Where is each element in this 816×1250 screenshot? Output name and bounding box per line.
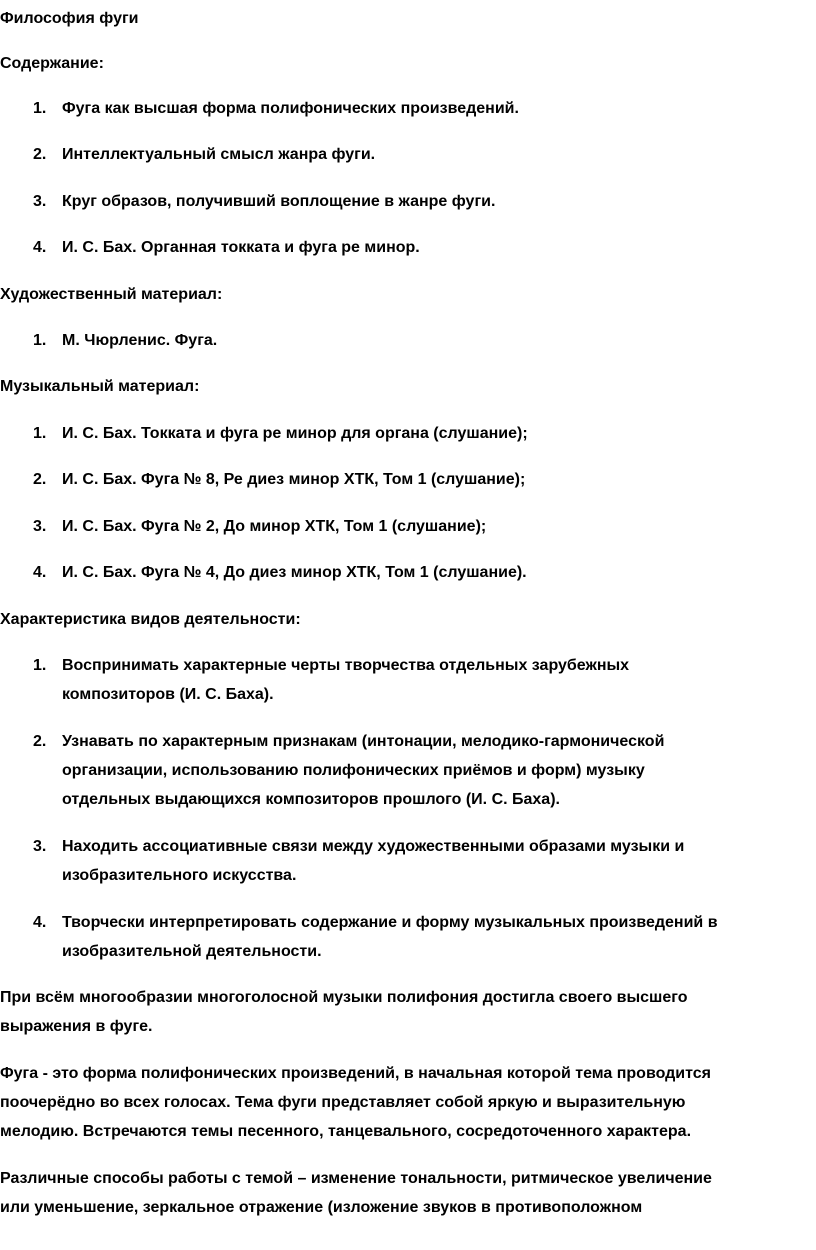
list-item-text: Находить ассоциативные связи между художественными образами музыки и: [62, 838, 685, 855]
list-number: 1.: [33, 332, 47, 349]
list-item-text: М. Чюрленис. Фуга.: [62, 332, 218, 349]
paragraph-line: мелодию. Встречаются темы песенного, танцевального, сосредоточенного характера.: [0, 1123, 692, 1140]
list-number: 3.: [33, 518, 47, 535]
list-item-text: И. С. Бах. Органная токката и фуга ре минор.: [62, 239, 420, 256]
art-material-heading: Художественный материал:: [0, 286, 223, 303]
music-material-heading: Музыкальный материал:: [0, 378, 200, 395]
list-item-text: Круг образов, получивший воплощение в жанре фуги.: [62, 193, 496, 210]
list-item-text: изобразительной деятельности.: [62, 943, 322, 960]
activities-heading: Характеристика видов деятельности:: [0, 611, 301, 628]
list-number: 3.: [33, 193, 47, 210]
list-item-text: Интеллектуальный смысл жанра фуги.: [62, 146, 376, 163]
list-item-text: композиторов (И. С. Баха).: [62, 686, 274, 703]
list-number: 1.: [33, 425, 47, 442]
list-item-text: Фуга как высшая форма полифонических произведений.: [62, 100, 519, 117]
paragraph-line: выражения в фуге.: [0, 1018, 153, 1035]
paragraph-line: поочерёдно во всех голосах. Тема фуги представляет собой яркую и выразительную: [0, 1094, 686, 1111]
list-item-text: отдельных выдающихся композиторов прошлого (И. С. Баха).: [62, 791, 560, 808]
list-item-text: организации, использованию полифонических приёмов и форм) музыку: [62, 762, 645, 779]
list-number: 2.: [33, 733, 47, 750]
paragraph-line: или уменьшение, зеркальное отражение (изложение звуков в противоположном: [0, 1199, 643, 1216]
list-item-text: Воспринимать характерные черты творчества отдельных зарубежных: [62, 657, 630, 674]
list-item-text: И. С. Бах. Фуга № 8, Ре диез минор ХТК, Том 1 (слушание);: [62, 471, 526, 488]
list-number: 4.: [33, 914, 47, 931]
list-number: 4.: [33, 564, 47, 581]
list-item-text: изобразительного искусства.: [62, 867, 297, 884]
list-number: 2.: [33, 146, 47, 163]
list-item-text: И. С. Бах. Токката и фуга ре минор для органа (слушание);: [62, 425, 528, 442]
paragraph-line: Фуга - это форма полифонических произведений, в начальная которой тема проводится: [0, 1065, 711, 1082]
paragraph-line: При всём многообразии многоголосной музыки полифония достигла своего высшего: [0, 989, 688, 1006]
paragraph-line: Различные способы работы с темой – изменение тональности, ритмическое увеличение: [0, 1170, 712, 1187]
list-number: 4.: [33, 239, 47, 256]
contents-heading: Содержание:: [0, 55, 104, 72]
list-item-text: Узнавать по характерным признакам (интонации, мелодико-гармонической: [62, 733, 665, 750]
list-item-text: И. С. Бах. Фуга № 4, До диез минор ХТК, Том 1 (слушание).: [62, 564, 527, 581]
list-number: 2.: [33, 471, 47, 488]
list-number: 1.: [33, 100, 47, 117]
list-item-text: Творчески интерпретировать содержание и форму музыкальных произведений в: [62, 914, 718, 931]
list-number: 3.: [33, 838, 47, 855]
list-item-text: И. С. Бах. Фуга № 2, До минор ХТК, Том 1 (слушание);: [62, 518, 487, 535]
document-title: Философия фуги: [0, 10, 139, 27]
list-number: 1.: [33, 657, 47, 674]
